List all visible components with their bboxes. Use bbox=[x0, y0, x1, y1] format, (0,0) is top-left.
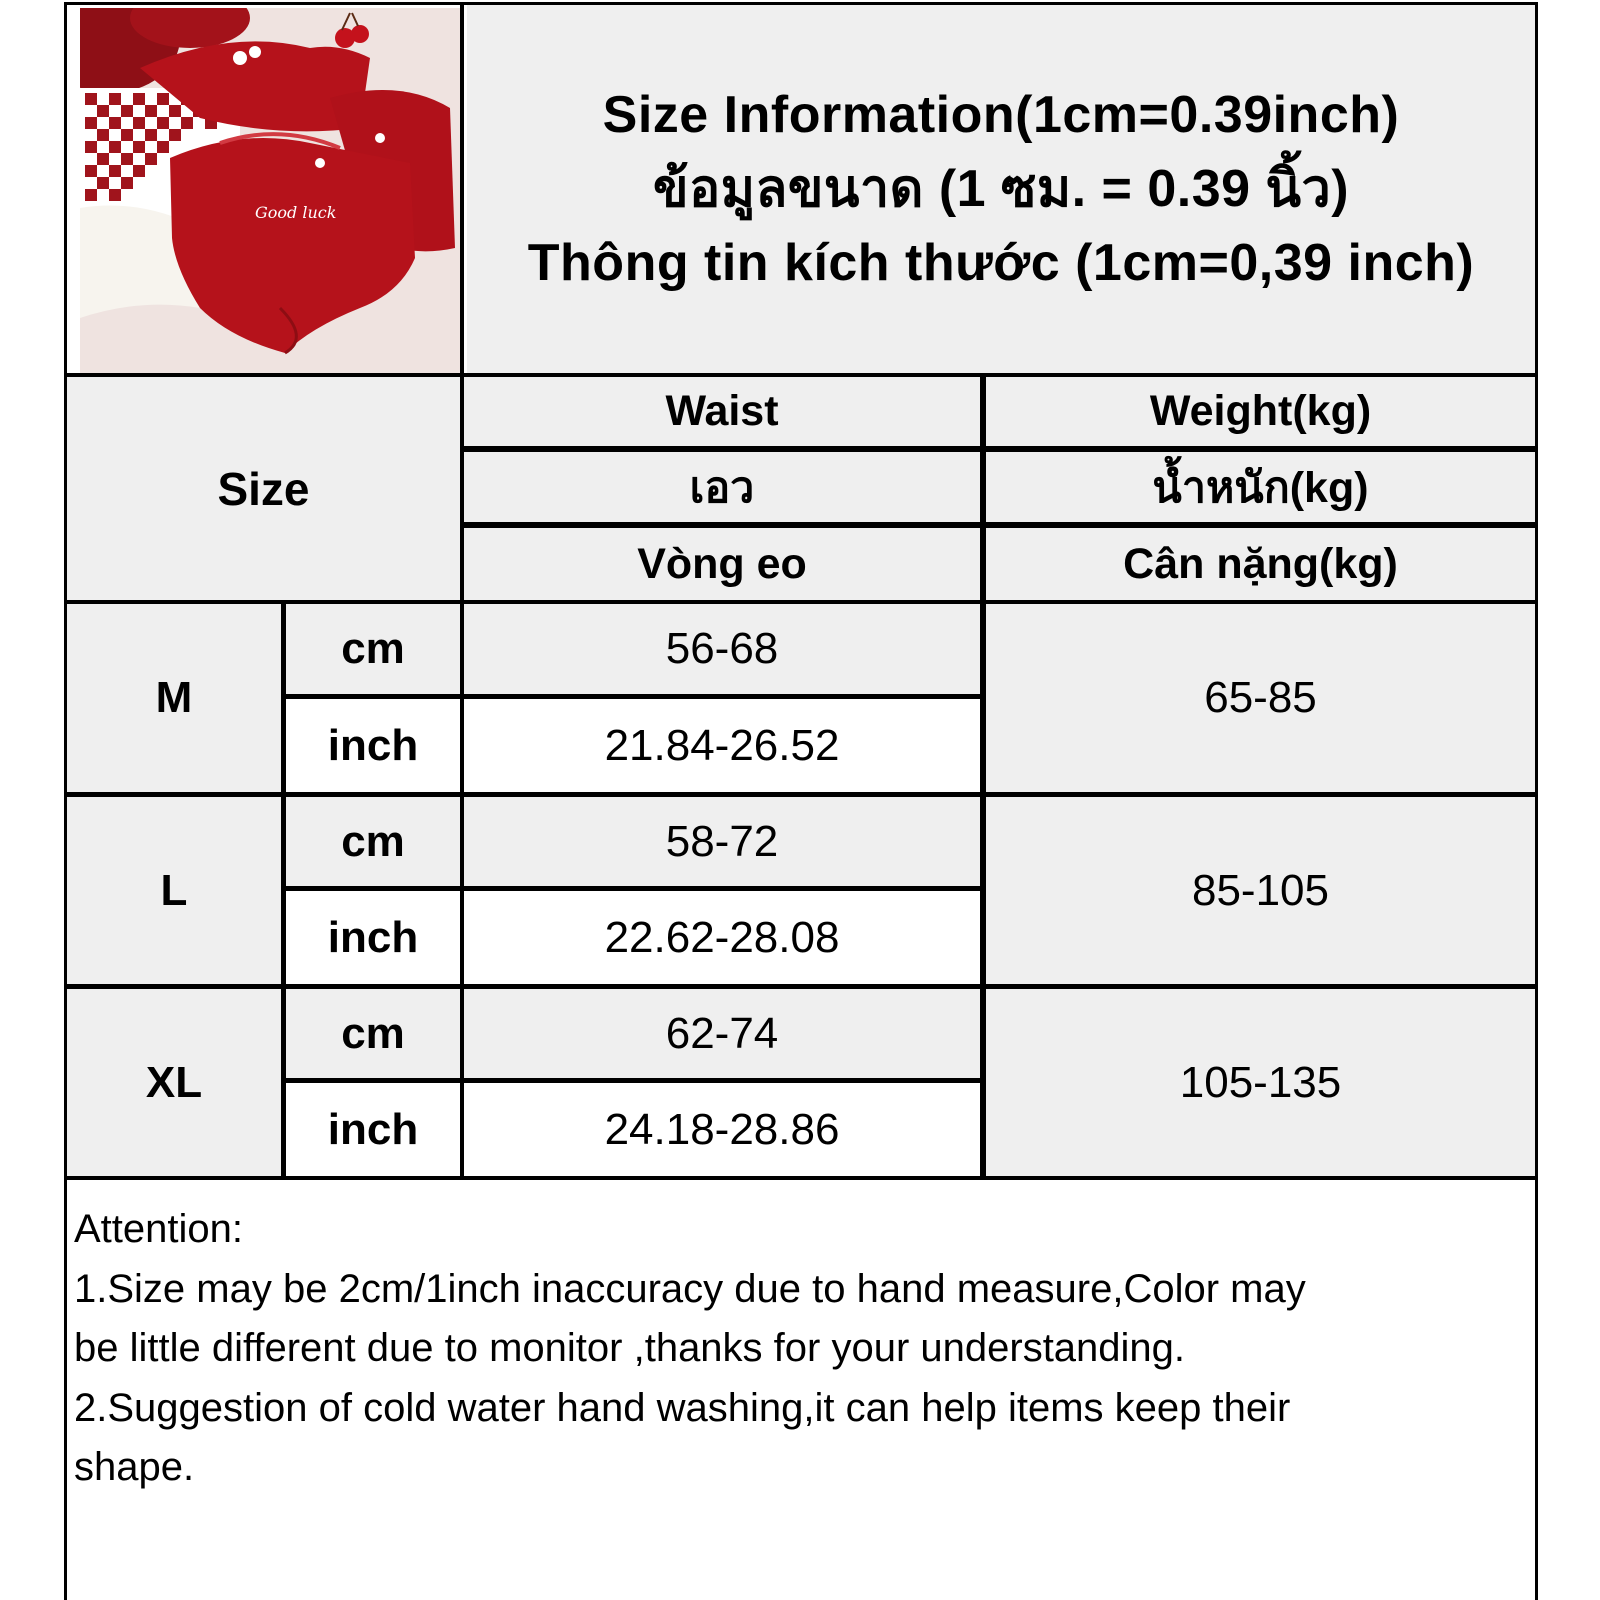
waist-cm-m: 56-68 bbox=[464, 604, 980, 694]
grid-line bbox=[464, 522, 1535, 528]
unit-inch: inch bbox=[286, 1083, 460, 1176]
notes-heading: Attention: bbox=[74, 1207, 244, 1251]
grid-line bbox=[286, 1078, 980, 1083]
unit-cm: cm bbox=[286, 604, 460, 694]
weight-l: 85-105 bbox=[986, 797, 1535, 984]
unit-inch: inch bbox=[286, 891, 460, 984]
grid-line bbox=[460, 2, 464, 1180]
weight-header-th: น้ำหนัก(kg) bbox=[986, 452, 1535, 522]
title-block bbox=[467, 5, 1535, 373]
waist-header-en: Waist bbox=[464, 377, 980, 446]
notes-line-2: be little different due to monitor ,thanks for your understanding. bbox=[74, 1326, 1186, 1370]
waist-cm-l: 58-72 bbox=[464, 797, 980, 886]
product-photo bbox=[80, 8, 460, 373]
unit-inch: inch bbox=[286, 699, 460, 792]
grid-line bbox=[286, 886, 980, 891]
waist-header-th: เอว bbox=[464, 452, 980, 522]
title-vietnamese: Thông tin kích thước (1cm=0,39 inch) bbox=[527, 234, 1475, 292]
waist-inch-m: 21.84-26.52 bbox=[464, 699, 980, 792]
waist-inch-xl: 24.18-28.86 bbox=[464, 1083, 980, 1176]
underwear-photo-illustration bbox=[80, 8, 460, 373]
notes-line-1: 1.Size may be 2cm/1inch inaccuracy due to hand measure,Color may bbox=[74, 1266, 1306, 1311]
grid-line bbox=[286, 694, 980, 699]
grid-line bbox=[64, 600, 1538, 604]
grid-line bbox=[64, 984, 1538, 989]
size-chart-sheet bbox=[64, 2, 1538, 1600]
notes-line-4: shape. bbox=[74, 1445, 195, 1489]
weight-header-en: Weight(kg) bbox=[986, 377, 1535, 446]
waist-cm-xl: 62-74 bbox=[464, 989, 980, 1078]
weight-m: 65-85 bbox=[986, 604, 1535, 792]
notes-line-3: 2.Suggestion of cold water hand washing,it can help items keep their bbox=[74, 1385, 1291, 1430]
weight-xl: 105-135 bbox=[986, 989, 1535, 1176]
attention-notes bbox=[74, 1200, 1524, 1498]
title-english: Size Information(1cm=0.39inch) bbox=[602, 86, 1400, 144]
embroidered-text: Good luck bbox=[255, 203, 337, 222]
waist-inch-l: 22.62-28.08 bbox=[464, 891, 980, 984]
size-header: Size bbox=[67, 377, 460, 600]
grid-line bbox=[64, 373, 1538, 377]
grid-line bbox=[64, 792, 1538, 797]
size-label-xl: XL bbox=[67, 989, 281, 1176]
size-label-l: L bbox=[67, 797, 281, 984]
title-thai: ข้อมูลขนาด (1 ซม. = 0.39 นิ้ว) bbox=[652, 160, 1350, 218]
grid-line bbox=[64, 1176, 1538, 1180]
size-label-m: M bbox=[67, 604, 281, 792]
unit-cm: cm bbox=[286, 797, 460, 886]
grid-line bbox=[464, 446, 1535, 452]
waist-header-vi: Vòng eo bbox=[464, 528, 980, 600]
sheet-border-right bbox=[1535, 2, 1538, 1600]
weight-header-vi: Cân nặng(kg) bbox=[986, 528, 1535, 600]
unit-cm: cm bbox=[286, 989, 460, 1078]
grid-line bbox=[980, 373, 986, 1180]
